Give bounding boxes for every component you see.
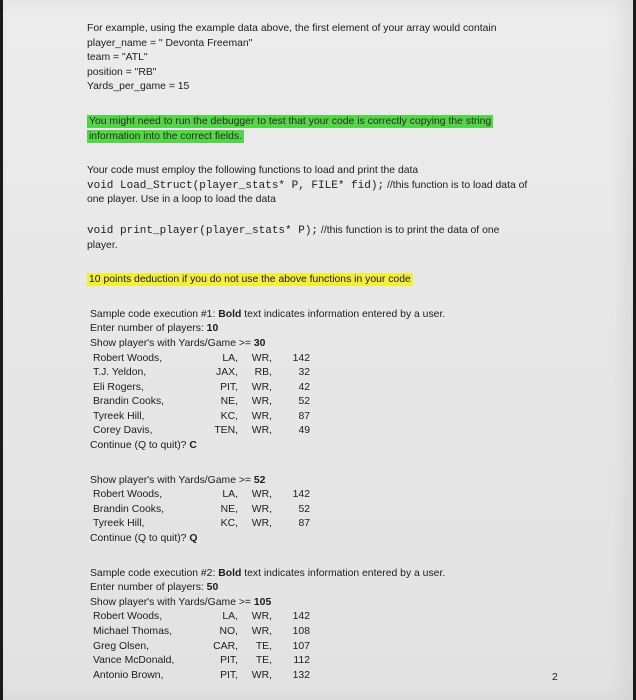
player-yards: 132	[292, 669, 310, 681]
player-name: Robert Woods,	[93, 489, 163, 501]
player-name: T.J. Yeldon,	[93, 367, 147, 379]
sample-execution-2	[87, 567, 557, 684]
sample2-header: Sample code execution #2: Bold text indicates information entered by a user.	[90, 567, 446, 579]
player-position: RB,	[254, 367, 272, 379]
player-row	[93, 669, 310, 684]
player-yards: 142	[292, 489, 310, 501]
player-row	[93, 410, 310, 425]
sample1-continue-2: Continue (Q to quit)? Q	[90, 533, 198, 545]
player-yards: 49	[298, 425, 310, 437]
intro-yards: Yards_per_game = 15	[87, 81, 190, 93]
player-team: NO,	[219, 626, 238, 637]
sample2-player-table	[93, 610, 310, 683]
player-yards: 112	[293, 655, 310, 667]
player-yards: 42	[298, 381, 310, 393]
sample1-player-table	[93, 352, 310, 440]
player-team: TEN,	[214, 425, 238, 437]
player-yards: 32	[298, 367, 310, 379]
player-position: WR,	[251, 626, 272, 637]
player-name: Vance McDonald,	[93, 655, 175, 667]
player-team: PIT,	[220, 655, 238, 667]
player-team: LA,	[222, 352, 238, 364]
player-yards: 52	[298, 396, 310, 408]
player-row	[93, 488, 310, 503]
player-team: KC,	[220, 410, 238, 422]
sample-execution-1	[87, 308, 557, 547]
player-position: WR,	[251, 352, 272, 364]
player-team: NE,	[220, 396, 238, 408]
player-row	[93, 424, 310, 439]
player-position: WR,	[251, 425, 272, 437]
load-struct-comment: //this function is to load data of	[384, 179, 528, 191]
player-yards: 52	[298, 503, 310, 515]
player-yards: 107	[292, 640, 310, 652]
player-yards: 142	[292, 352, 310, 364]
intro-player-name: player_name = " Devonta Freeman"	[87, 37, 253, 49]
player-team: PIT,	[220, 669, 238, 681]
player-name: Brandin Cooks,	[93, 503, 165, 515]
player-name: Robert Woods,	[93, 352, 163, 364]
player-row	[93, 640, 310, 655]
player-team: CAR,	[213, 640, 238, 652]
sample1-player-table-2	[93, 488, 310, 532]
player-row	[93, 352, 310, 367]
player-position: WR,	[251, 396, 272, 408]
print-player-comment-2: player.	[87, 239, 118, 251]
sample2-enter-players: Enter number of players: 50	[90, 582, 219, 594]
load-struct-code: void Load_Struct(player_stats* P, FILE* fid);	[87, 179, 385, 192]
player-name: Robert Woods,	[93, 611, 163, 623]
player-name: Greg Olsen,	[93, 640, 150, 652]
print-player-comment: //this function is to print the data of one	[318, 224, 500, 236]
print-player-code: void print_player(player_stats* P);	[87, 224, 319, 237]
player-position: WR,	[251, 669, 272, 681]
deduction-warning: 10 points deduction if you do not use the above functions in your code	[89, 274, 411, 286]
player-row	[93, 517, 310, 532]
sample1-show-players-2: Show player's with Yards/Game >= 52	[90, 474, 266, 486]
sample2-show-players: Show player's with Yards/Game >= 105	[90, 596, 272, 608]
player-yards: 87	[298, 410, 310, 422]
player-position: WR,	[251, 518, 272, 530]
player-team: LA,	[222, 489, 238, 501]
player-name: Corey Davis,	[93, 425, 153, 437]
player-name: Eli Rogers,	[93, 381, 144, 393]
player-position: WR,	[251, 503, 272, 515]
player-team: JAX,	[216, 367, 238, 379]
page-number: 2	[552, 672, 558, 683]
yellow-note	[87, 273, 557, 288]
green-note-line2: information into the correct fields.	[89, 130, 243, 142]
player-position: TE,	[255, 655, 272, 667]
player-team: PIT,	[220, 381, 238, 393]
document-page	[3, 0, 633, 700]
player-row	[93, 503, 310, 518]
player-position: WR,	[251, 410, 272, 422]
sample1-continue: Continue (Q to quit)? C	[90, 440, 197, 452]
sample1-show-players: Show player's with Yards/Game >= 30	[90, 337, 266, 349]
player-row	[93, 395, 310, 410]
player-yards: 142	[292, 611, 310, 623]
player-yards: 87	[298, 518, 310, 530]
player-name: Tyreek Hill,	[93, 410, 145, 422]
player-row	[93, 610, 310, 625]
functions-intro: Your code must employ the following functions to load and print the data	[87, 165, 419, 177]
player-name: Michael Thomas,	[93, 626, 172, 637]
player-position: WR,	[251, 489, 272, 501]
intro-line: For example, using the example data above, the first element of your array would contain	[87, 23, 497, 34]
player-row	[93, 625, 310, 640]
player-row	[93, 366, 310, 381]
player-team: NE,	[220, 503, 238, 515]
player-position: TE,	[255, 640, 272, 652]
player-row	[93, 654, 310, 669]
player-name: Brandin Cooks,	[93, 396, 165, 408]
player-name: Tyreek Hill,	[93, 518, 145, 530]
intro-position: position = "RB"	[87, 66, 157, 78]
print-player-signature	[87, 224, 557, 239]
player-yards: 108	[292, 626, 310, 637]
player-position: WR,	[251, 611, 272, 623]
green-note	[87, 115, 557, 130]
green-note-line1: You might need to run the debugger to test that your code is correctly copying the string	[89, 115, 492, 127]
load-struct-comment-2: one player. Use in a loop to load the data	[87, 194, 276, 206]
player-team: LA,	[222, 611, 238, 623]
document-content	[87, 22, 557, 683]
intro-team: team = "ATL"	[87, 52, 148, 64]
player-name: Antonio Brown,	[93, 669, 164, 681]
sample1-header: Sample code execution #1: Bold text indicates information entered by a user.	[90, 308, 446, 320]
player-position: WR,	[251, 381, 272, 393]
player-team: KC,	[220, 518, 238, 530]
sample1-enter-players: Enter number of players: 10	[90, 323, 219, 335]
player-row	[93, 381, 310, 396]
load-struct-signature	[87, 179, 557, 194]
